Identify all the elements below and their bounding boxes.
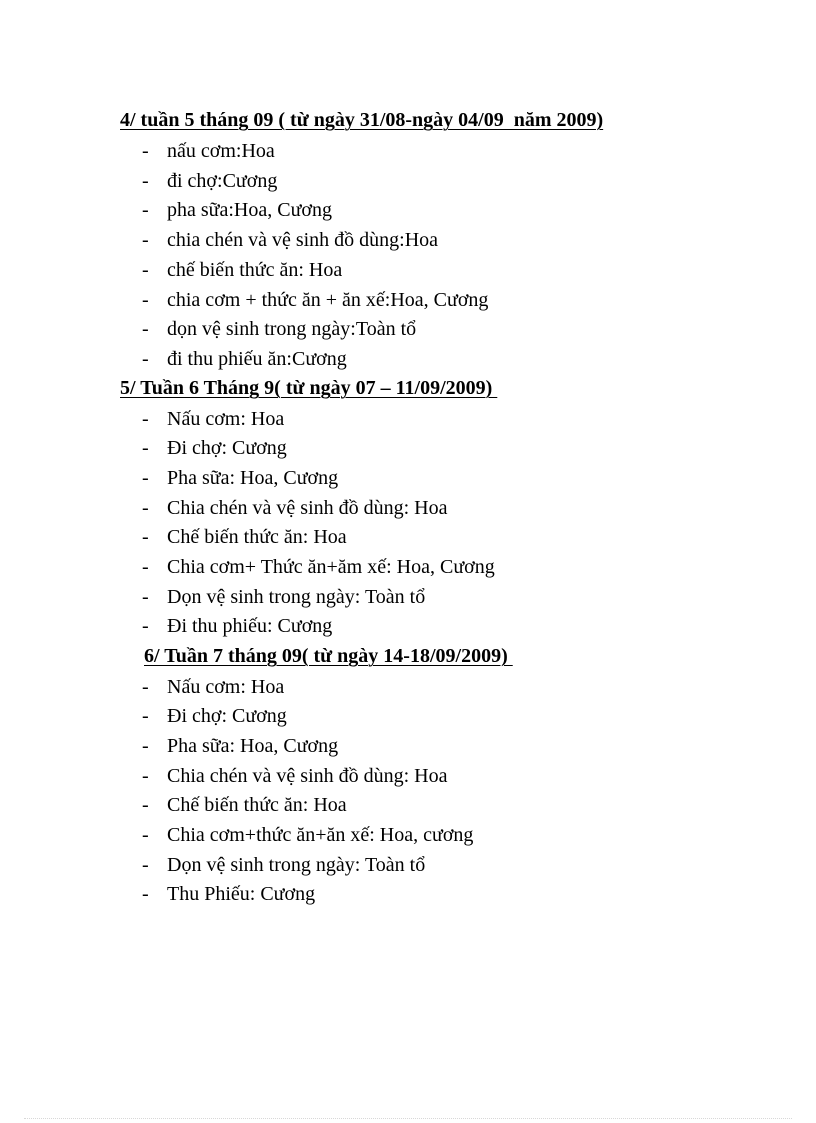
list-item-text: Chế biến thức ăn: Hoa xyxy=(167,526,347,549)
list-item-text: nấu cơm:Hoa xyxy=(167,140,275,162)
list-item-text: Pha sữa: Hoa, Cương xyxy=(167,734,339,757)
list-item-text: Chia chén và vệ sinh đồ dùng: Hoa xyxy=(167,764,448,787)
list-item-text: Thu Phiếu: Cương xyxy=(167,883,316,906)
list-item-text: Dọn vệ sinh trong ngày: Toàn tổ xyxy=(167,585,426,608)
bullet-dash: - xyxy=(142,794,149,817)
bullet-dash: - xyxy=(142,258,149,281)
bullet-dash: - xyxy=(142,169,149,192)
bullet-dash: - xyxy=(142,407,149,430)
bullet-dash: - xyxy=(142,734,149,757)
bullet-dash: - xyxy=(142,824,149,846)
list-item-text: Chế biến thức ăn: Hoa xyxy=(167,794,347,817)
list-item-text: Chia chén và vệ sinh đồ dùng: Hoa xyxy=(167,496,448,519)
bullet-dash: - xyxy=(142,466,149,489)
bullet-dash: - xyxy=(142,883,149,906)
list-item-text: pha sữa:Hoa, Cương xyxy=(167,199,333,222)
bullet-dash: - xyxy=(142,496,149,519)
bullet-dash: - xyxy=(142,318,149,341)
list-item-text: Đi chợ: Cương xyxy=(167,705,287,728)
bullet-dash: - xyxy=(142,853,149,876)
bullet-dash: - xyxy=(142,585,149,608)
list-item-text: Nấu cơm: Hoa xyxy=(167,675,285,698)
bullet-dash: - xyxy=(142,140,149,162)
list-item-text: dọn vệ sinh trong ngày:Toàn tổ xyxy=(167,318,417,341)
section-heading: 6/ Tuần 7 tháng 09( từ ngày 14-18/09/2009) xyxy=(144,645,513,667)
section-heading: 5/ Tuần 6 Tháng 9( từ ngày 07 – 11/09/2009) xyxy=(120,377,498,399)
bullet-dash: - xyxy=(142,347,149,370)
bullet-dash: - xyxy=(142,675,149,698)
list-item-text: Đi thu phiếu: Cương xyxy=(167,615,333,638)
list-item-text: chia cơm + thức ăn + ăn xế:Hoa, Cương xyxy=(167,288,489,311)
bullet-dash: - xyxy=(142,437,149,460)
bullet-dash: - xyxy=(142,288,149,311)
list-item-text: chia chén và vệ sinh đồ dùng:Hoa xyxy=(167,229,439,252)
bullet-dash: - xyxy=(142,229,149,252)
list-item-text: Pha sữa: Hoa, Cương xyxy=(167,466,339,489)
section-heading: 4/ tuần 5 tháng 09 ( từ ngày 31/08-ngày 04/09 năm 2009) xyxy=(120,109,604,131)
list-item-text: đi thu phiếu ăn:Cương xyxy=(167,347,347,370)
bullet-dash: - xyxy=(142,556,149,578)
bullet-dash: - xyxy=(142,705,149,728)
list-item-text: Dọn vệ sinh trong ngày: Toàn tổ xyxy=(167,853,426,876)
list-item-text: Nấu cơm: Hoa xyxy=(167,407,285,430)
bullet-dash: - xyxy=(142,615,149,638)
list-item-text: Chia cơm+ Thức ăn+ăm xế: Hoa, Cương xyxy=(167,556,495,578)
list-item-text: Chia cơm+thức ăn+ăn xế: Hoa, cương xyxy=(167,824,474,846)
bullet-dash: - xyxy=(142,199,149,222)
list-item-text: chế biến thức ăn: Hoa xyxy=(167,258,343,281)
page-bottom-divider xyxy=(24,1118,792,1119)
bullet-dash: - xyxy=(142,526,149,549)
bullet-dash: - xyxy=(142,764,149,787)
list-item-text: Đi chợ: Cương xyxy=(167,437,287,460)
list-item-text: đi chợ:Cương xyxy=(167,169,278,192)
